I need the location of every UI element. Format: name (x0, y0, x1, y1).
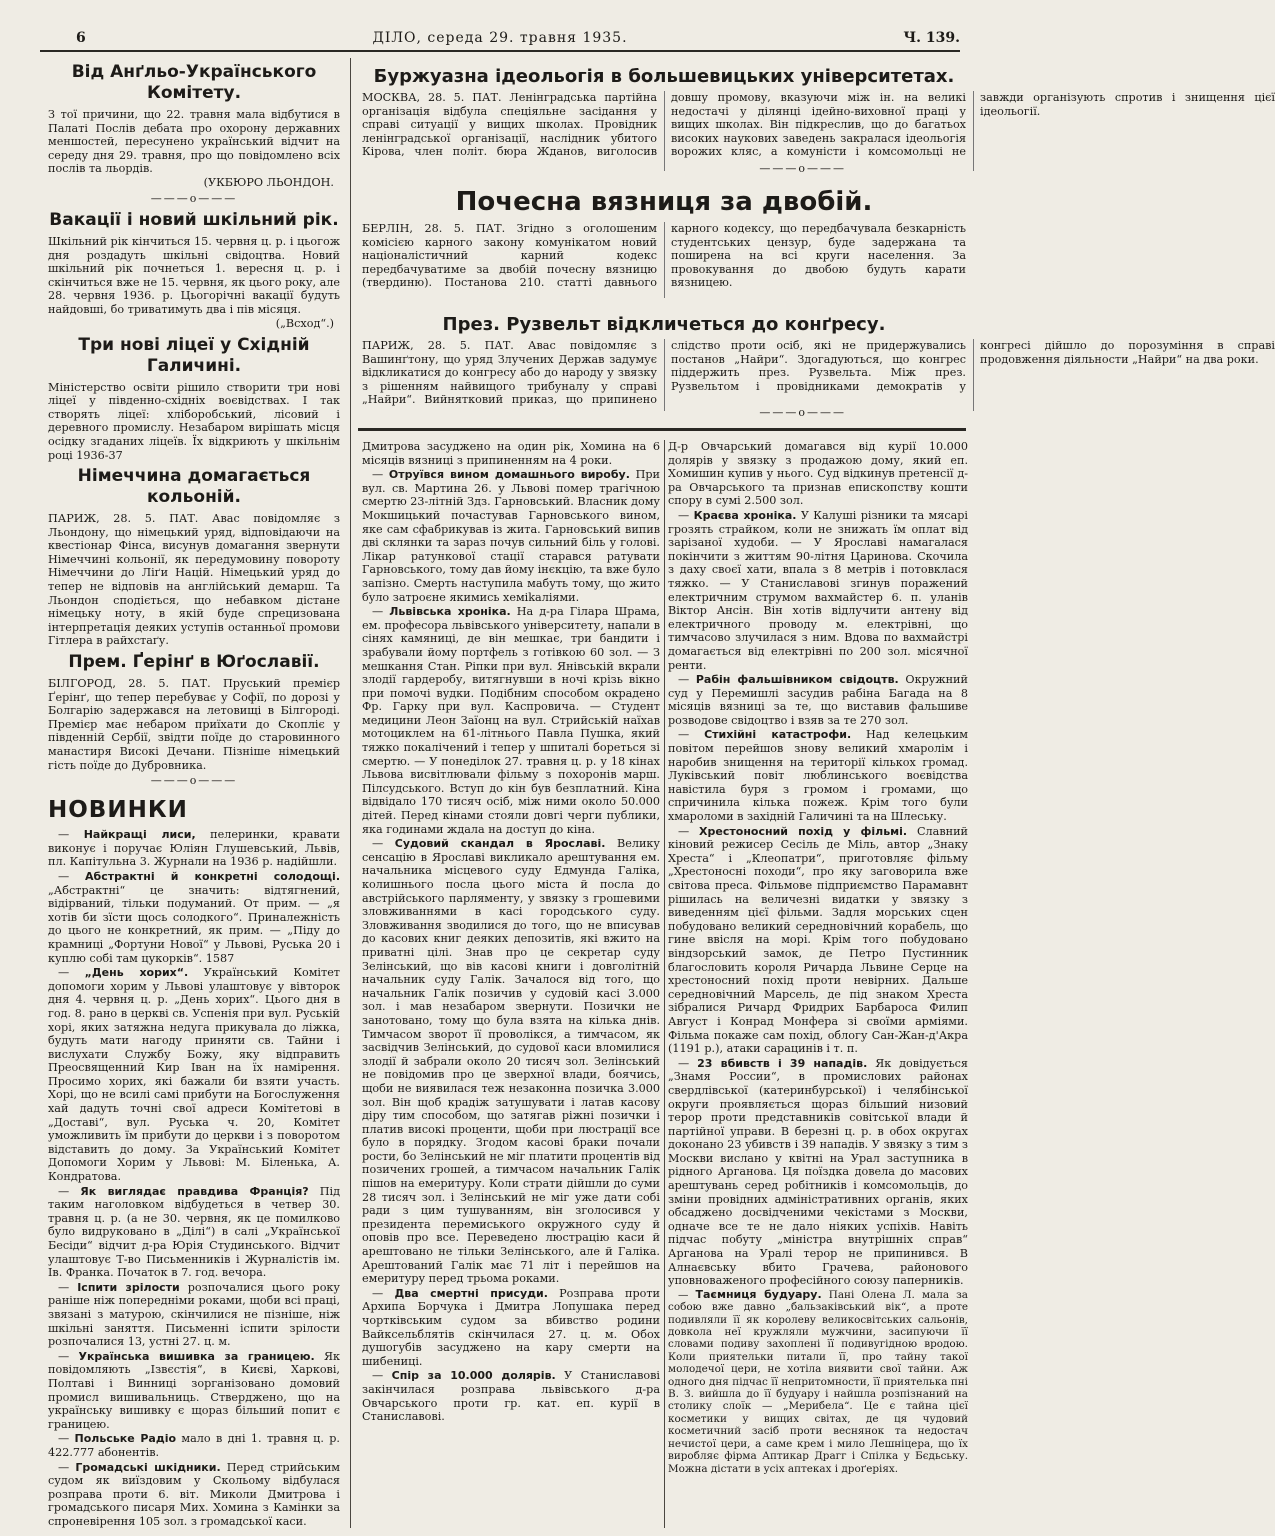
news-item: — Отруївся вином домашнього виробу. При вул. св. Мартина 26. у Львові помер трагічною смертю 23-літній Здз. Гарновський. Власник дому Мокшицький почастував Гарновського вином, яке сам сфабрикував із жита. Гарновський випив дві склянки та зараз почув сильний біль у голові. Лікар ратункової стації старався ратувати Гарновського, тому дав йому інєкцію, та вже було запізно. Смерть наступила мабуть тому, що жито було затроєне якимись хеміkаліями. (362, 468, 661, 604)
news-item: — Рабін фальшівником свідоцтв. Окружний суд у Перемишлі засудив рабіна Багада на 8 місяців вязниці за те, що виставив фальшиве розводове свідоцтво і взяв за те 270 зол. (668, 673, 968, 727)
news-item-body: Д-р Овчарський домагався від курії 10.000 долярів у звязку з продажою дому, який еп. Хомишин купив у нього. Суд відкинув претенсії д-ра Овчарського та признав епископству кошти спору в сумі 2.500 зол. (668, 440, 968, 508)
article-body: БІЛГОРОД, 28. 5. ПАТ. Пруський премієр Ґерінґ, що тепер перебуває у Софії, по дорозі у Болгарію задержався на летовищі в Білгороді. Премієр має небаром приїхати до Скопліє у південній Сербії, звідти поїде до старовинного манастиря Високі Дечани. Пізніше німецький гість поїде до Дубровника. (48, 677, 340, 772)
news-item-body: Перед стрийським судом як виїздовим у Скольому відбулася розправа проти 6. віт. Миколи Дмитрова і громадського писаря Мих. Хомина з Камінки за спроневірення 105 зол. з громадської каси. (48, 1460, 341, 1528)
news-item-body: пелеринки, кравати виконує і поручає Юліян Глушевський, Львів, пл. Капітульна 3. Журнали на 1936 р. надійшли. (48, 828, 340, 869)
news-item-body: мало в дні 1. травня ц. р. 422.777 абонентів. (48, 1432, 340, 1459)
news-item-body: Український Комітет допомоги хорим у Львові улаштовує у вівторок дня 4. червня ц. р. „День хорих“. Цього дня в год. 8. рано в церкві св. Успенія при вул. Руській хорі, яких затяжна недуга прикувала до ліжка, будуть мати нагоду приняти св. Тайни і вислухати Службу Божу, яку відправить Преосвященний Кир Іван на їх намірення. Просимо хорих, які бажали би взяти участь. Хорі, що не всилі самі прибути на Богослуження хай дадуть точні свої адреси Комітетові в „Доставі“, вул. Руська ч. 20, Комітет уможливить їм прибути до церкви і з поворотом відставить до дому. За Український Комітет Допомоги Хорим у Львові: М. Біленька, А. Кондратова. (48, 966, 341, 1184)
news-item-body: Розправа проти Архипа Борчука і Дмитра Лопушака перед чортківським судом за вбивство родини Вайксельблятів скінчилася 27. ц. м. Обох душогубів засуджено на кару смерти на шибениці. (362, 1286, 661, 1368)
headline: Прем. Ґерінґ в Юґославії. (68, 652, 320, 673)
left-column (48, 58, 340, 1528)
news-item-lead: Громадські шкідники. (75, 1460, 221, 1474)
news-item: — Громадські шкідники. Перед стрийським судом як виїздовим у Скольому відбулася розправа проти 6. віт. Миколи Дмитрова і громадського писаря Мих. Хомина з Камінки за спроневірення 105 зол. з громадської каси. (48, 1460, 341, 1528)
article-body: З тої причини, що 22. травня мала відбутися в Палаті Послів дебата про охорону державних меншостей, пересунено український відчит на середу дня 29. травня, про що повідомлено всіх послів та льордів. (48, 108, 340, 176)
article-body-columns (362, 91, 1275, 171)
news-item-lead: Найкращі лиси, (83, 828, 196, 842)
news-item-lead: Як виглядає правдива Франція? (80, 1184, 309, 1198)
news-item-body: розпочалися цього року раніше ніж попередніми роками, щоби всі праці, звязані з матурою, скінчилися не пізніше, ніж шкільні заняття. Письменні іспити зрілости розпочалися 13, устні 27. ц. м. (48, 1280, 341, 1349)
news-item-body: Як повідомляють „Ізвєстія“, в Києві, Харкові, Полтаві і Винниці зорганізовано домовий промисл вишивальниць. Стверджено, що на українську вишивку є щораз більший попит є границею. (48, 1349, 340, 1431)
article-body: МОСКВА, 28. 5. ПАТ. Ленінградська партійна організація відбула спеціяльне засідання у справі ситуації у вищих школах. Провідник ленінградської організації, наслідник убитого Кірова, член політ. бюра Жданов, виголосив довшу промову, вказуючи між ін. на великі недостачі у ділянці ідейно-виховної праці у вищих школах. Він підкреслив, що до багатьох високих наукових заведень закралася ідеольогія ворожих кляс, а комуністи і комсомольці не завжди організують спротив і знищення цієї ідеольогії. (362, 91, 1275, 159)
article-signature: („Всход“.) (275, 316, 334, 330)
middle-column (362, 440, 660, 1528)
news-item: — Найкращі лиси, пелеринки, кравати виконує і поручає Юліян Глушевський, Львів, пл. Капітульна 3. Журнали на 1936 р. надійшли. (48, 828, 340, 869)
article-body: Шкільний рік кінчиться 15. червня ц. р. і цьогож дня роздадуть шкільні свідоцтва. Новий шкільний рік почнеться 1. вересня ц. р. і скінчиться вже не 15. червня, як цього року, але 28. червня 1936. р. Цьогорічні вакації будуть найдовші, бо триватимуть два і пів місяця. (48, 234, 340, 316)
news-item: — Краєва хроніка. У Калуші різники та мясарі грозять страйком, коли не знижать їм оплат від зарізаної худоби. — У Ярославі намагалася покінчити з життям 90-літня Царинова. Скочила з даху своєї хати, впала з 8 метрів і потовклася тяжко. — У Станиславові згинув поражений електричним струмом вахмайстер 6. п. уланів Віктор Ансін. Він хотів відлучити антену від електричного проводу м. електрівні, що тимчасово злучилася з ним. Вдова по вахмайстрі домагається від електрівні по 200 зол. місячної ренти. (668, 508, 968, 672)
news-item: — Спір за 10.000 долярів. У Станиславові закінчилася розправа львівського д-ра Овчарського проти гр. кат. еп. курії в Станиславові. (362, 1369, 660, 1424)
headline: Від Анґльо-Українського Комітету. (71, 62, 317, 103)
headline: Німеччина домагається кольоній. (77, 466, 311, 508)
article-body: БЕРЛІН, 28. 5. ПАТ. Згідно з оголошеним комісією карного закону комунікатом новий націоналістичний карний кодекс передбачуватиме за двобій почесну вязницю (твердиню). Постанова 210. статті давнього карного кодексу, що передбачувала безкарність студентських цензур, буде задержана та поширена на всі круги населення. За провокування до двобою будуть карати вязницею. (362, 222, 966, 290)
column-rule (350, 58, 351, 1528)
news-item-lead: Стихійні катастрофи. (704, 728, 852, 742)
news-item-body: При вул. св. Мартина 26. у Львові помер трагічною смертю 23-літній Здз. Гарновський. Власник дому Мокшицький почастував Гарновського вином, яке сам сфабрикував із жита. Гарновський випив дві склянки та зараз почув сильний біль у голові. Лікар ратункової стації старався ратувати Гарновського, тому дав йому інєкцію, та вже було запізно. Смерть наступила мабуть тому, що жито було затроєне якимись хеміkаліями. (362, 468, 661, 604)
headline: Буржуазна ідеольогія в большевицьких університетах. (373, 66, 955, 87)
news-item-body: Над келецьким повітом перейшов знову великий хмаролім і наробив знищення на території кількох громад. Луківський повіт люблинського воєвідства навістила буря з громом і громами, що спричинила кілька пожеж. Крім того були хмароломи в західній Галичині та на Шлеську. (668, 728, 969, 824)
news-section-title: НОВИНКИ (48, 797, 188, 824)
article-body-columns (362, 339, 1275, 411)
news-item-lead: Рабін фальшівником свідоцтв. (695, 673, 899, 687)
news-list (48, 828, 340, 1528)
headline: Вакації і новий шкільний рік. (49, 209, 339, 230)
news-item-lead: Два смертні присуди. (394, 1286, 548, 1300)
news-item: — Абстрактні й конкретні солодощі. „Абстрактні“ це значить: відтягнений, відірваний, тільки подуманий. От прим. — „я хотів би зїсти щось солодкого“. Приналежність до цього не конкретний, як прим. — „Піду до крамниці „Фортуни Нової“ у Львові, Руська 20 і куплю собі там цукорків“. 1587 (48, 869, 340, 965)
headline: Три нові ліцеї у Східній Галичині. (78, 334, 310, 376)
news-item: — Польське Радіо мало в дні 1. травня ц. р. 422.777 абонентів. (48, 1432, 340, 1459)
top-article-duel (362, 186, 966, 304)
news-item-body: У Станиславові закінчилася розправа львівського д-ра Овчарського проти гр. кат. еп. курії в Станиславові. (362, 1369, 660, 1424)
news-item-body: Дмитрова засуджено на один рік, Хомина на 6 місяців вязниці з припиненням на 4 роки. (362, 440, 660, 467)
news-item-lead: Отруївся вином домашнього виробу. (388, 468, 630, 482)
article-body-columns (362, 222, 966, 298)
article (48, 62, 340, 206)
news-item: — Судовий скандал в Ярославі. Велику сенсацію в Ярославі викликало арештування ем. начальника місцевого суду Едмунда Галіка, колишнього посла цього міста й посла до австрійського парляменту, у звязку з грошевими зловживаннями в касі городського суду. Зловживання зводилися до того, що не вписував до касових книг деяких депозитів, які вжито на приватні цілі. Знав про це секретар суду Зелінський, що вів касові книги і довголітній начальник суду Галік. Зачалося від того, що начальник Галік позичив у судовій касі 3.000 зол. і мав незабаром звернути. Позички не занотовано, тому що була взята на кілька днів. Тимчасом зворот її проволікся, а тимчасом, як засвідчив Зелінський, до судової каси вломилися злодії й забрали около 20 тисяч зол. Зелінський не повідомив про це зверхної влади, боячись, щоби не виявилася теж незаконна позичка 3.000 зол. Він щоб крадіж затушувати і латав касову діру тим способом, що затягав ріжні позички і платив високі проценти, щоби при люстрації все було в порядку. Згодом касові браки почали рости, бо Зелінський не міг платити процентів від позичених грошей, а тимчасом начальник Галік пішов на емеритуру. Коли страти дійшли до суми 28 тисяч зол. і Зелінський не міг уже дати собі ради з цим тушуванням, він зголосився у президента перемиського окружного суду й оповів про все. Переведено люстрацію каси й арештовано не тільки Зелінського, але й Галіка. Арештований Галік має 71 літ і перейшов на емеритуру перед трьома роками. (362, 837, 660, 1286)
news-item: — Два смертні присуди. Розправа проти Архипа Борчука і Дмитра Лопушака перед чортківським судом за вбивство родини Вайксельблятів скінчилася 27. ц. м. Обох душогубів засуджено на кару смерти на шибениці. (362, 1286, 661, 1368)
news-item: — Стихійні катастрофи. Над келецьким повітом перейшов знову великий хмаролім і наробив знищення на території кількох громад. Луківський повіт люблинського воєвідства навістила буря з громом і громами, що спричинила кілька пожеж. Крім того були хмароломи в західній Галичині та на Шлеську. (668, 728, 969, 824)
news-item: — „День хорих“. Український Комітет допомоги хорим у Львові улаштовує у вівторок дня 4. червня ц. р. „День хорих“. Цього дня в год. 8. рано в церкві св. Успенія при вул. Руській хорі, яких затяжна недуга прикувала до ліжка, будуть мати нагоду приняти св. Тайни і вислухати Службу Божу, яку відправить Преосвященний Кир Іван на їх намірення. Просимо хорих, які бажали би взяти участь. Хорі, що не всилі самі прибути на Богослуження хай дадуть точні свої адреси Комітетові в „Доставі“, вул. Руська ч. 20, Комітет уможливить їм прибути до церкви і з поворотом відставить до дому. За Український Комітет Допомоги Хорим у Львові: М. Біленька, А. Кондратова. (48, 966, 341, 1184)
separator: ———o——— (150, 191, 238, 205)
news-item-lead: Львівська хроніка. (389, 605, 511, 619)
article (48, 335, 340, 463)
article (48, 210, 340, 331)
news-item-lead: Українська вишивка за границею. (78, 1349, 315, 1363)
right-column (668, 440, 968, 1528)
news-item: — Як виглядає правдива Франція? Під таким наголовком відбудеться в четвер 30. травня ц. р. (а не 30. червня, як це помилково було видруковано в „Ділі“) в салі „Української Бесіди“ відчит д-ра Юрія Студинського. Відчит улаштовує Т-во Письменників і Журналістів ім. Ів. Франка. Початок в 7. год. вечора. (48, 1184, 340, 1280)
news-item: — 23 вбивств і 39 нападів. Як довідується „Знамя России“, в промислових районах свердлівської (катеринбурської) і челябінської округи проявляється щораз більший низовий терор проти представників совітської влади й партійної управи. В березні ц. р. в обох округах доконано 23 убивств і 39 нападів. У звязку з тим з Москви вислано у квітні на Урал заступника в рідного Арганова. Ця поїздка довела до масових арештувань серед робітників і комсомольців, до зміни провідних адміністративних органів, яких обсаджено досвідченими чекістами з Москви, одначе все те не дало ніяких успіхів. Навіть підчас побуту „міністра внутрішніх справ“ Арганова на Уралі терор не припинився. В Алнаєвську вбито Грачева, районового уповноваженого професійного союзу паперників. (668, 1056, 968, 1288)
news-item-lead: 23 вбивств і 39 нападів. (697, 1056, 868, 1070)
headline: През. Рузвельт відкличеться до конґресу. (442, 314, 886, 335)
news-item: — Хрестоносний похід у фільмі. Славний кіновий режисер Сесіль де Міль, автор „Знаку Хреста“ і „Клеопатри“, приготовляє фільму „Хрестоносні походи“, про яку заговорила вже світова преса. Фільмове підприємство Парамавнт рішилась на величезні видатки у звязку з виведенням цієї фільми. Задля морських сцен побудовано великий середновічний корабель, що гине ввісля на морі. Крім того побудовано віндзорський замок, де Петро Пустинник благословить короля Ричарда Львине Серце на хрестоносний похід проти невірних. Дальше середновічний Марсель, де під знаком Хреста зібралися Ричард Фридрих Барбароса Филип Август і Конрад Монфера зі своїми арміями. Фільма покаже сам похід, облогу Сан-Жан-д'Акра (1191 р.), атаки сарацинів і т. п. (668, 824, 968, 1056)
separator: ———o——— (150, 774, 238, 788)
news-item-lead: Таємниця будуару. (695, 1287, 822, 1301)
news-item-lead: Спір за 10.000 долярів. (391, 1369, 556, 1383)
column-rule (664, 440, 665, 1528)
article (48, 652, 340, 788)
top-article-roosevelt (362, 310, 1275, 422)
article-body: ПАРИЖ, 28. 5. ПАТ. Авас повідомляє з Льондону, що німецький уряд, відповідаючи на квестіонар Фінса, висунув домагання звернути Німеччині кольонії, як передумовину повороту Німеччини до Ліґи Націй. Німецький уряд до тепер не відповів на англійський демарш. Та Льондон сподіється, що небавком дістане німецьку ноту, в якій буде спрецизована інтерпретація деяких уступів останньої промови Гітлера в райхстаґу. (48, 512, 340, 648)
headline: Почесна вязниця за двобій. (455, 187, 873, 217)
issue-number: Ч. 139. (903, 30, 960, 46)
top-article-universities (362, 62, 1275, 178)
news-item-body: Велику сенсацію в Ярославі викликало арештування ем. начальника місцевого суду Едмунда Галіка, колишнього посла цього міста й посла до австрійського парляменту, у звязку з грошевими зловживаннями в касі городського суду. Зловживання зводилися до того, що не вписував до касових книг деяких депозитів, які вжито на приватні цілі. Знав про це секретар суду Зелінський, що вів касові книги і довголітній начальник суду Галік. Зачалося від того, що начальник Галік позичив у судовій касі 3.000 зол. і мав незабаром звернути. Позички не занотовано, тому що була взята на кілька днів. Тимчасом зворот її проволікся, а тимчасом, як засвідчив Зелінський, до судової каси вломилися злодії й забрали около 20 тисяч зол. Зелінський не повідомив про це зверхної влади, боячись, щоби не виявилася теж незаконна позичка 3.000 зол. Він щоб крадіж затушувати і латав касову діру тим способом, що затягав ріжні позички і платив високі проценти, щоби при люстрації все було в порядку. Згодом касові браки почали рости, бо Зелінський не міг платити процентів від позичених грошей, а тимчасом начальник Галік пішов на емеритуру. Коли страти дійшли до суми 28 тисяч зол. і Зелінський не міг уже дати собі ради з цим тушуванням, він зголосився у президента перемиського окружного суду й оповів про все. Переведено люстрацію каси й арештовано не тільки Зелінського, але й Галіка. Арештований Галік має 71 літ і перейшов на емеритуру перед трьома роками. (362, 837, 660, 1286)
news-item (362, 440, 660, 467)
news-item-body: Славний кіновий режисер Сесіль де Міль, автор „Знаку Хреста“ і „Клеопатри“, приготовляє фільму „Хрестоносні походи“, про яку заговорила вже світова преса. Фільмове підприємство Парамавнт рішилась на величезні видатки у звязку з виведенням цієї фільми. Задля морських сцен побудовано великий середновічний корабель, що гине ввісля на морі. Крім того побудовано віндзорський замок, де Петро Пустинник благословить короля Ричарда Львине Серце на хрестоносний похід проти невірних. Дальше середновічний Марсель, де під знаком Хреста зібралися Ричард Фридрих Барбароса Филип Август і Конрад Монфера зі своїми арміями. Фільма покаже сам похід, облогу Сан-Жан-д'Акра (1191 р.), атаки сарацинів і т. п. (668, 824, 968, 1056)
news-item (668, 440, 968, 508)
article-signature: (УКБЮРО ЛЬОНДОН. (203, 175, 334, 189)
news-item-body: На д-ра Гілара Шрама, ем. професора львівського університету, напали в сінях камяниці, де він мешкає, три бандити і зрабували йому портфель з готівкою 60 зол. — З мешкання Стан. Ріпки при вул. Янівській вкрали злодії гардеробу, витягнувши в ночі крізь вікно при помочі вудки. Подібним способом окрадено Фр. Гарку при вул. Каспровича. — Студент медицини Леон Заїонц на вул. Стрийській наїхав мотоциклем на 61-літнього Павла Пушка, який тяжко покалічений і тепер у шпиталі бореться зі смертю. — У понеділок 27. травня ц. р. у 18 кінах Львова висвітлювали фільму з похоронів марш. Пілсудського. Вступ до кін був безплатний. Кіна відвідало 170 тисяч осіб, між ними около 50.000 дітей. Перед кінами стояли довгі черги публики, яка годинами ждала на доступ до кіна. (362, 605, 660, 836)
news-item: — Львівська хроніка. На д-ра Гілара Шрама, ем. професора львівського університету, напали в сінях камяниці, де він мешкає, три бандити і зрабували йому портфель з готівкою 60 зол. — З мешкання Стан. Ріпки при вул. Янівській вкрали злодії гардеробу, витягнувши в ночі крізь вікно при помочі вудки. Подібним способом окрадено Фр. Гарку при вул. Каспровича. — Студент медицини Леон Заїонц на вул. Стрийській наїхав мотоциклем на 61-літнього Павла Пушка, який тяжко покалічений і тепер у шпиталі бореться зі смертю. — У понеділок 27. травня ц. р. у 18 кінах Львова висвітлювали фільму з похоронів марш. Пілсудського. Вступ до кін був безплатний. Кіна відвідало 170 тисяч осіб, між ними около 50.000 дітей. Перед кінами стояли довгі черги публики, яка годинами ждала на доступ до кіна. (362, 605, 660, 836)
news-item-body: У Калуші різники та мясарі грозять страйком, коли не знижать їм оплат від зарізаної худоби. — У Ярославі намагалася покінчити з життям 90-літня Царинова. Скочила з даху своєї хати, впала з 8 метрів і потовклася тяжко. — У Станиславові згинув поражений електричним струмом вахмайстер 6. п. уланів Віктор Ансін. Він хотів відлучити антену від електричного проводу м. електрівні, що тимчасово злучилася з ним. Вдова по вахмайстрі домагається від електрівні по 200 зол. місячної ренти. (668, 508, 968, 672)
news-item-body: Під таким наголовком відбудеться в четвер 30. травня ц. р. (а не 30. червня, як це помилково було видруковано в „Ділі“) в салі „Української Бесіди“ відчит д-ра Юрія Студинського. Відчит улаштовує Т-во Письменників і Журналістів ім. Ів. Франка. Початок в 7. год. вечора. (48, 1184, 340, 1280)
masthead (40, 28, 960, 52)
news-item: — Іспити зрілости розпочалися цього року раніше ніж попередніми роками, щоби всі праці, звязані з матурою, скінчилися не пізніше, ніж шкільні заняття. Письменні іспити зрілости розпочалися 13, устні 27. ц. м. (48, 1280, 341, 1349)
news-item-lead: Польське Радіо (74, 1432, 177, 1446)
article-body: Міністерство освіти рішило створити три нові ліцеї у південно-східніх воєвідствах. І так створять ліцеї: хліборобський, лісовий і деревного промислу. Незабаром вирішать місця осідку згаданих ліцеїв. Їх відкриють у шкільнім році 1936-37 (48, 380, 340, 462)
news-item-body: Як довідується „Знамя России“, в промислових районах свердлівської (катеринбурської) і челябінської округи проявляється щораз більший низовий терор проти представників совітської влади й партійної управи. В березні ц. р. в обох округах доконано 23 убивств і 39 нападів. У звязку з тим з Москви вислано у квітні на Урал заступника в рідного Арганова. Ця поїздка довела до масових арештувань серед робітників і комсомольців, до зміни провідних адміністративних органів, яких обсаджено досвідченими чекістами з Москви, одначе все те не дало ніяких успіхів. Навіть підчас побуту „міністра внутрішніх справ“ Арганова на Уралі терор не припинився. В Алнаєвську вбито Грачева, районового уповноваженого професійного союзу паперників. (668, 1056, 968, 1288)
news-item-body: Окружний суд у Перемишлі засудив рабіна Багада на 8 місяців вязниці за те, що виставив фальшиве розводове свідоцтво і взяв за те 270 зол. (668, 673, 968, 727)
advertisement: — Таємниця будуару. Пані Олена Л. мала за собою вже давно „бальзаківський вік“, а проте подивляли її як королеву великосвітських сальонів, довкола неї кружляли мужчини, засипуючи її словами подиву захоплені її подивугідною вродою. Коли приятельки питали її, про тайну такої молодечої цери, не хотіла виявити свої тайни. Аж одного дня підчас її непритомности, її приятелька пні В. З. вийшла до її будуару і найшла розпізнаний на столику слоїк — „Мерибела“. Це є тайна цієї косметики у вищих світах, де ця чудовий косметичний засіб проти веснянок та недостач нечистої цери, а саме крем і мило Лешніцера, що їх виробляє фірма Аптикар Драгг і Спілка у Бєдьську. Можна дістати в усіх аптеках і дроґеріях. (668, 1287, 968, 1475)
separator: ———o——— (759, 162, 846, 175)
news-item-lead: Судовий скандал в Ярославі. (394, 837, 606, 851)
news-item-lead: Іспити зрілости (77, 1280, 180, 1294)
separator: ———o——— (759, 406, 846, 419)
news-item-lead: Хрестоносний похід у фільмі. (699, 824, 908, 838)
news-item-lead: Краєва хроніка. (693, 508, 797, 522)
news-item-body: „Абстрактні“ це значить: відтягнений, відірваний, тільки подуманий. От прим. — „я хотів би зїсти щось солодкого“. Приналежність до цього не конкретний, як прим. — „Піду до крамниці „Фортуни Нової“ у Львові, Руська 20 і куплю собі там цукорків“. 1587 (48, 883, 340, 965)
news-item: — Українська вишивка за границею. Як повідомляють „Ізвєстія“, в Києві, Харкові, Полтаві і Винниці зорганізовано домовий промисл вишивальниць. Стверджено, що на українську вишивку є щораз більший попит є границею. (48, 1349, 340, 1431)
article-body: ПАРИЖ, 28. 5. ПАТ. Авас повідомляє з Вашинґтону, що уряд Злучених Держав задумує відкликатися до конгресу або до народу у звязку з рішенням найвищого трибуналу у справі „Найри“. Вийнятковий приказ, що припинено слідство проти осіб, які не придержувались постанов „Найри“. Здогадуються, що конгрес піддержить през. Рузвельта. Між през. Рузвельтом і провідниками демократів у конгресі дійшло до порозуміння в справі продовження діяльности „Найри“ на два роки. (362, 339, 1275, 407)
page-number: 6 (76, 30, 86, 46)
section-rule (358, 428, 966, 431)
news-item-lead: Абстрактні й конкретні солодощі. (85, 869, 340, 883)
article (48, 466, 340, 648)
news-item-body: Пані Олена Л. мала за собою вже давно „бальзаківський вік“, а проте подивляли її як королеву великосвітських сальонів, довкола неї кружляли мужчини, засипуючи її словами подиву захоплені її подивугідною вродою. Коли приятельки питали її, про тайну такої молодечої цери, не хотіла виявити свої тайни. Аж одного дня підчас її непритомности, її приятелька пні В. З. вийшла до її будуару і найшла розпізнаний на столику слоїк — „Мерибела“. Це є тайна цієї косметики у вищих світах, де ця чудовий косметичний засіб проти веснянок та недостач нечистої цери, а саме крем і мило Лешніцера, що їх виробляє фірма Аптикар Драгг і Спілка у Бєдьську. Можна дістати в усіх аптеках і дроґеріях. (668, 1288, 968, 1475)
paper-title: ДІЛО, середа 29. травня 1935. (372, 30, 628, 46)
news-item-lead: „День хорих“. (84, 966, 189, 980)
